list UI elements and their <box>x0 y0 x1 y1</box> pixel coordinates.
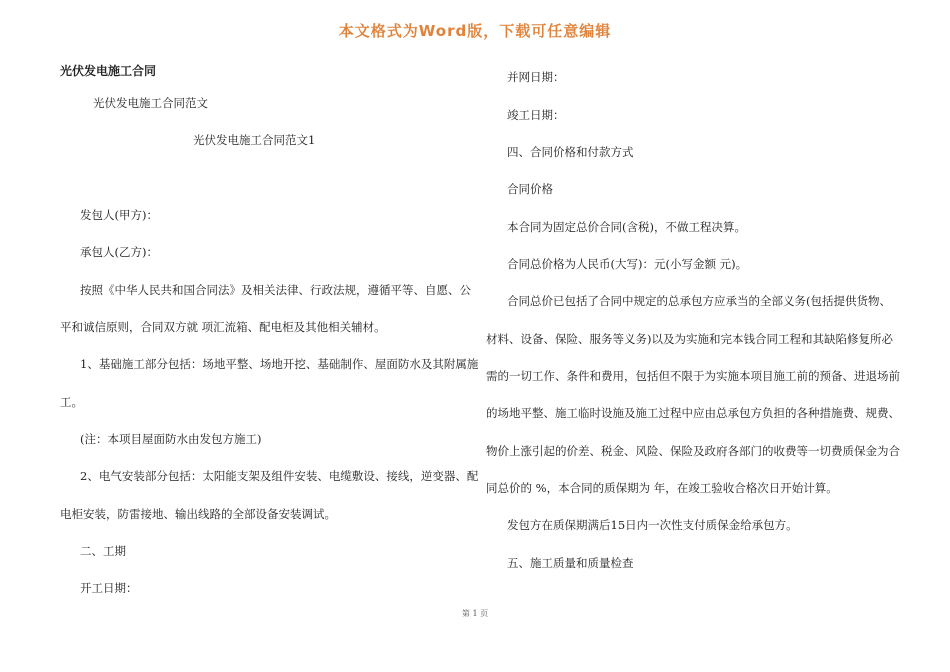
right-line-3: 合同价格 <box>507 182 553 196</box>
right-line-2: 四、合同价格和付款方式 <box>507 145 634 159</box>
right-line-1: 竣工日期： <box>507 108 565 122</box>
left-line-5: 平和诚信原则，合同双方就 项汇流箱、配电柜及其他相关辅材。 <box>60 320 386 334</box>
word-format-banner: 本文格式为Word版，下载可任意编辑 <box>338 22 612 40</box>
right-line-13: 五、施工质量和质量检查 <box>507 556 634 570</box>
left-line-3: 承包人(乙方)： <box>80 245 158 259</box>
right-line-9: 的场地平整、施工临时设施及施工过程中应由总承包方负担的各种措施费、规费、 <box>486 406 900 420</box>
left-line-2: 发包人(甲方)： <box>80 208 158 222</box>
right-line-12: 发包方在质保期满后15日内一次性支付质保金给承包方。 <box>507 518 798 532</box>
left-line-12: 开工日期： <box>80 581 138 595</box>
left-line-1: 光伏发电施工合同范文1 <box>193 133 316 147</box>
right-line-10: 物价上涨引起的价差、税金、风险、保险及政府各部门的收费等一切费质保金为合 <box>486 444 900 458</box>
left-line-6: 1、基础施工部分包括：场地平整、场地开挖、基础制作、屋面防水及其附属施 <box>80 357 479 371</box>
left-line-9: 2、电气安装部分包括：太阳能支架及组件安装、电缆敷设、接线，逆变器、配 <box>80 469 479 483</box>
right-line-7: 材料、设备、保险、服务等义务)以及为实施和完本钱合同工程和其缺陷修复所必 <box>486 332 893 346</box>
left-line-0: 光伏发电施工合同范文 <box>93 96 208 110</box>
right-line-6: 合同总价已包括了合同中规定的总承包方应承当的全部义务(包括提供货物、 <box>507 294 891 308</box>
left-line-7: 工。 <box>60 395 83 409</box>
right-line-5: 合同总价格为人民币(大写)：元(小写金额 元)。 <box>507 257 748 271</box>
right-line-4: 本合同为固定总价合同(含税)，不做工程决算。 <box>507 220 746 234</box>
right-line-8: 需的一切工作、条件和费用，包括但不限于为实施本项目施工前的预备、进退场前 <box>486 369 900 383</box>
left-line-4: 按照《中华人民共和国合同法》及相关法律、行政法规，遵循平等、自愿、公 <box>80 283 471 297</box>
left-line-11: 二、工期 <box>80 544 126 558</box>
right-line-11: 同总价的 %，本合同的质保期为 年，在竣工验收合格次日开始计算。 <box>486 481 838 495</box>
document-title: 光伏发电施工合同 <box>60 64 157 78</box>
left-line-8: (注：本项目屋面防水由发包方施工) <box>80 432 262 446</box>
left-line-10: 电柜安装，防雷接地、输出线路的全部设备安装调试。 <box>60 507 336 521</box>
page-number: 第 1 页 <box>461 609 489 618</box>
right-line-0: 并网日期： <box>507 70 565 84</box>
